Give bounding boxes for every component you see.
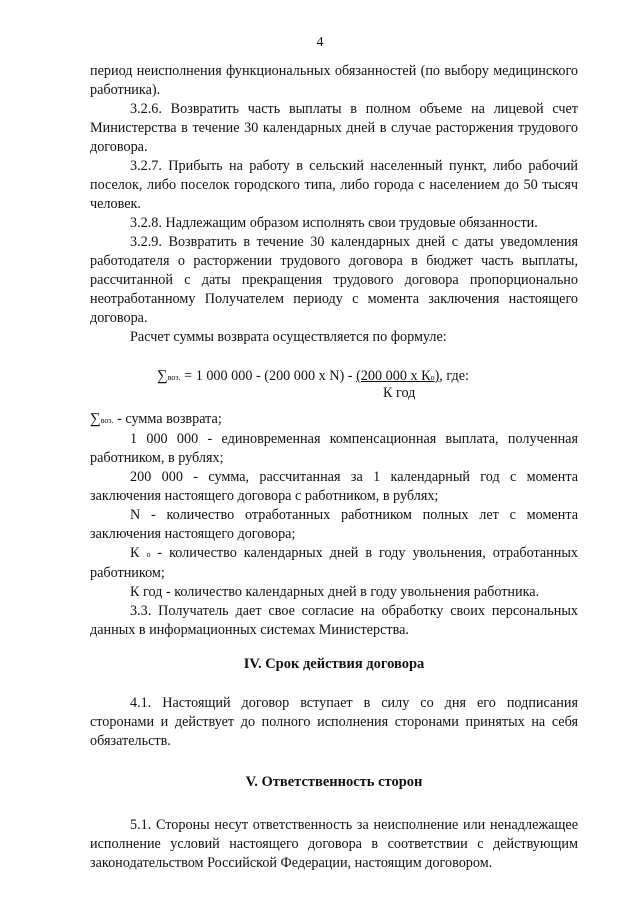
- calculation-intro: Расчет суммы возврата осуществляется по формуле:: [130, 329, 447, 345]
- page-number: 4: [316, 35, 324, 50]
- paragraph-3-2-9: 3.2.9. Возвратить в течение 30 календарных дней с даты уведомления работодателя о расторжении трудового договора в бюджет часть выплаты, рассчитанной с даты прекращения трудового договора пропорционально неотработанному Получателем периоду с момента заключения настоящего договора.: [90, 234, 578, 326]
- paragraph-3-3: 3.3. Получатель дает свое согласие на обработку своих персональных данных в информационных системах Министерства.: [90, 603, 578, 638]
- paragraph-4-1: 4.1. Настоящий договор вступает в силу со дня его подписания сторонами и действует до полного исполнения сторонами принятых на себя обязательств.: [90, 695, 578, 749]
- section-5-heading: V. Ответственность сторон: [245, 774, 423, 790]
- document-body: [90, 62, 578, 873]
- paragraph-5-1: 5.1. Стороны несут ответственность за неисполнение или ненадлежащее исполнение условий настоящего договора в соответствии с действующим законодательством Российской Федерации, настоящим договором.: [90, 817, 578, 871]
- legend-1000000: 1 000 000 - единовременная компенсационная выплата, полученная работником, в рублях;: [90, 431, 578, 466]
- legend-sum: ∑воз. - сумма возврата;: [90, 411, 222, 427]
- sum-subscript: воз.: [167, 373, 181, 382]
- section-4-heading: IV. Срок действия договора: [243, 656, 425, 672]
- legend-200000: 200 000 - сумма, рассчитанная за 1 календарный год с момента заключения настоящего договора с работником, в рублях;: [90, 469, 578, 504]
- formula-numerator: (200 000 х Ко): [356, 368, 440, 384]
- legend-kgod: К год - количество календарных дней в году увольнения работника.: [130, 584, 540, 600]
- formula-line: [157, 367, 469, 387]
- paragraph-3-2-8: 3.2.8. Надлежащим образом исполнять свои трудовые обязанности.: [130, 215, 538, 231]
- legend-n: N - количество отработанных работником полных лет с момента заключения настоящего договора;: [90, 507, 578, 542]
- paragraph-3-2-7: 3.2.7. Прибыть на работу в сельский населенный пункт, либо рабочий поселок, либо поселок городского типа, либо города с населением до 50 тысяч человек.: [90, 158, 578, 212]
- refund-formula: [90, 367, 578, 407]
- formula-tail: , где:: [439, 368, 469, 384]
- legend-ko: К о - количество календарных дней в году увольнения, отработанных работником;: [90, 545, 578, 581]
- formula-denominator: К год: [383, 385, 416, 401]
- formula-main: = 1 000 000 - (200 000 х N) -: [184, 368, 357, 384]
- sum-symbol: ∑: [157, 368, 168, 384]
- paragraph-continuation: период неисполнения функциональных обязанностей (по выбору медицинского работника).: [90, 63, 578, 98]
- paragraph-3-2-6: 3.2.6. Возвратить часть выплаты в полном объеме на лицевой счет Министерства в течение 30 календарных дней в случае расторжения трудового договора.: [90, 101, 578, 155]
